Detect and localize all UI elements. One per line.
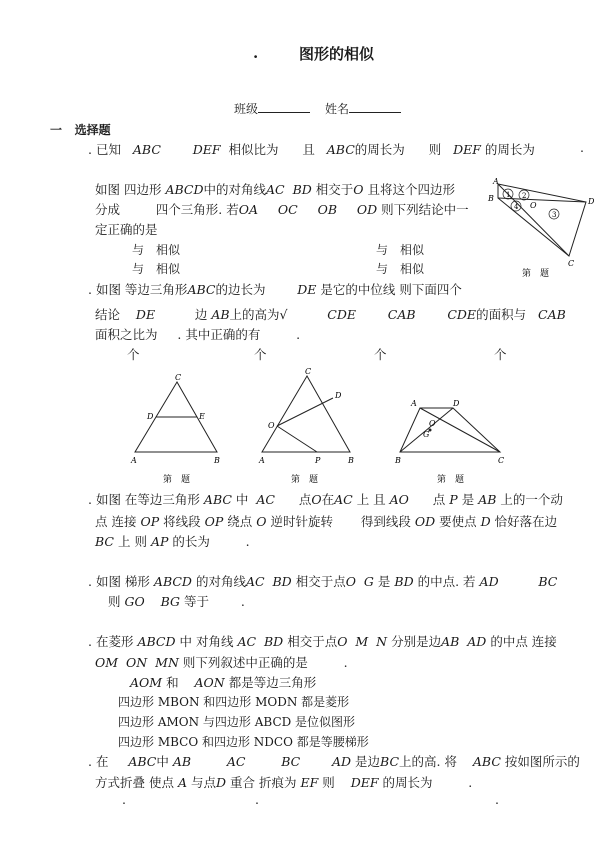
q7-text: 重合 折痕为 <box>230 775 297 790</box>
q1-math: DEF <box>453 142 481 157</box>
q4-text: 得到线段 <box>360 514 411 529</box>
svg-text:B: B <box>348 456 354 465</box>
q7-math: AB <box>172 754 192 769</box>
class-field <box>234 100 310 117</box>
q3-text: . 其中正确的有 <box>177 327 261 342</box>
q5-math: BG <box>160 594 181 609</box>
q6-math: N <box>376 634 388 649</box>
q1-text: 的周长为 <box>354 142 405 157</box>
q3-math: √ <box>279 307 288 322</box>
q2-math: ABCD <box>165 182 204 197</box>
svg-text:O: O <box>429 419 436 428</box>
q4-text: 在 <box>321 492 335 507</box>
q4-text: 点 <box>432 492 446 507</box>
q5-text: 等于 <box>184 594 210 609</box>
q5-text: 如图 梯形 <box>95 574 150 589</box>
svg-text:C: C <box>568 259 575 268</box>
q7-text: 在 <box>95 754 109 769</box>
q1-text: 的周长为 <box>484 142 535 157</box>
q6-math: AON <box>194 675 225 690</box>
q6-math: BD <box>263 634 284 649</box>
q6-text: 和 <box>166 675 179 690</box>
q3-text: 的面积与 <box>476 307 527 322</box>
svg-text:C: C <box>305 368 312 376</box>
q5-text: 的对角线 <box>195 574 246 589</box>
q5-line2 <box>108 592 245 610</box>
q2-option-a: 与 相似 <box>132 243 181 257</box>
svg-text:3: 3 <box>552 211 557 219</box>
q4-math: P <box>449 492 458 507</box>
q2-text: 如图 四边形 <box>95 182 162 197</box>
title-number-dot: . <box>253 44 259 62</box>
page-title: 图形的相似 <box>299 45 375 63</box>
q3-text: 边 <box>194 307 208 322</box>
q2-quadrilateral-figure <box>486 176 598 286</box>
q3-option-b: 个 <box>254 347 267 362</box>
figures-row <box>125 368 520 488</box>
q6-math: M <box>355 634 369 649</box>
q2-text: 且将这个四边形 <box>367 182 456 197</box>
q4-text: 如图 在等边三角形 <box>95 492 200 507</box>
q5-math: AC <box>245 574 265 589</box>
svg-text:2: 2 <box>522 192 527 200</box>
q2-line1 <box>95 180 455 198</box>
q6-text: 则下列叙述中正确的是 <box>182 655 308 670</box>
q4-text: 恰好落在边 <box>494 514 558 529</box>
q5-math: O <box>345 574 356 589</box>
q6-text: 在菱形 <box>95 634 134 649</box>
q4-math: ABC <box>203 492 232 507</box>
q2-text: 四个三角形. 若 <box>155 202 239 217</box>
q6-option-d: 四边形 MBCO 和四边形 NDCO 都是等腰梯形 <box>118 735 369 749</box>
svg-text:B: B <box>488 194 494 203</box>
svg-text:A: A <box>411 399 417 408</box>
q3-text: . <box>296 327 301 342</box>
svg-text:1: 1 <box>506 191 511 199</box>
q4-text: 是 <box>461 492 475 507</box>
q4-text: 上 则 <box>117 534 147 549</box>
q3-text: 上的高为 <box>229 307 280 322</box>
q6-math: AD <box>467 634 487 649</box>
fig2-caption: 第 题 <box>291 475 319 485</box>
q3-math: CDE <box>327 307 356 322</box>
q7-math: D <box>216 775 227 790</box>
section-number: 一 <box>50 123 63 137</box>
svg-text:O: O <box>268 421 275 430</box>
name-field <box>325 100 401 117</box>
q6-option-c: 四边形 AMON 与四边形 ABCD 是位似图形 <box>118 715 356 729</box>
q6-math: ON <box>126 655 148 670</box>
q3-line3 <box>95 325 300 343</box>
q5-math: BD <box>272 574 292 589</box>
svg-text:D: D <box>147 412 154 421</box>
q2-option-b: 与 相似 <box>376 243 425 257</box>
q5-text: 相交于点 <box>295 574 346 589</box>
q4-text: 上 且 <box>356 492 386 507</box>
q3-math: AB <box>211 307 230 322</box>
svg-text:4: 4 <box>514 203 519 211</box>
q3-option-d: 个 <box>494 347 507 362</box>
q2-figure-caption: 第 题 <box>522 269 550 279</box>
q7-text: . <box>468 775 473 790</box>
q3-math: DE <box>135 307 156 322</box>
q7-math: A <box>177 775 187 790</box>
q6-text: 分别是边 <box>391 634 442 649</box>
q3-text: 的边长为 <box>215 282 266 297</box>
q1-line: . 已知 ABC DEF 相似比为 且 ABC的周长为 则 DEF 的周长为 <box>88 142 535 157</box>
q4-text: 点 连接 <box>95 514 137 529</box>
q7-text: 方式折叠 使点 <box>95 775 174 790</box>
q5-text: . <box>240 594 245 609</box>
q7-text: 是边 <box>355 754 381 769</box>
q5-math: G <box>363 574 374 589</box>
q4-text: 要使点 <box>439 514 477 529</box>
q6-math: ABCD <box>137 634 176 649</box>
q1-text: 且 <box>302 142 315 157</box>
q6-text: 都是等边三角形 <box>228 675 317 690</box>
q7-text: 与点 <box>190 775 216 790</box>
q6-line1: . 在菱形 ABCD 中 对角线 AC BD 相交于点O M N 分别是边AB AD 的中点 连接 <box>88 634 557 649</box>
q7-text: 中 <box>156 754 169 769</box>
q2-math: OC <box>277 202 298 217</box>
q7-option-b: . <box>255 792 259 807</box>
q7-math: DEF <box>350 775 379 790</box>
q3-option-c: 个 <box>374 347 387 362</box>
triangle-rotation-figure <box>262 376 350 452</box>
svg-text:O: O <box>530 201 537 210</box>
q1-math: DEF <box>192 142 221 157</box>
svg-text:C: C <box>175 373 182 382</box>
q7-math: ABC <box>128 754 157 769</box>
q4-text: 上的一个动 <box>500 492 563 507</box>
q3-text: 如图 等边三角形 <box>95 282 188 297</box>
q1-text: 相似比为 <box>228 142 279 157</box>
q7-math: EF <box>300 775 319 790</box>
q4-text: 逆时针旋转 <box>270 514 334 529</box>
q4-text: 绕点 <box>227 514 253 529</box>
q4-math: AC <box>256 492 275 507</box>
q6-option-a <box>130 673 316 691</box>
q4-math: AB <box>478 492 497 507</box>
q4-math: OP <box>204 514 224 529</box>
q4-text: 点 <box>298 492 312 507</box>
q4-math: OD <box>414 514 436 529</box>
q6-math: OM <box>95 655 119 670</box>
q5-text: 的中点. 若 <box>417 574 476 589</box>
q7-option-c: . <box>495 792 499 807</box>
q6-math: AB <box>441 634 460 649</box>
q6-text: 相交于点 <box>287 634 338 649</box>
q1-math: ABC <box>132 142 161 157</box>
q4-math: D <box>480 514 491 529</box>
q4-math: AO <box>389 492 409 507</box>
svg-text:P: P <box>315 456 321 465</box>
q4-text: 中 <box>235 492 249 507</box>
svg-text:A: A <box>493 177 499 186</box>
fig1-caption: 第 题 <box>163 475 191 485</box>
q7-math: AD <box>331 754 352 769</box>
q2-math: BD <box>292 182 312 197</box>
q2-line2 <box>95 200 469 218</box>
q5-math: BC <box>538 574 558 589</box>
q5-line1: . 如图 梯形 ABCD 的对角线AC BD 相交于点O G 是 BD 的中点. 若 AD BC <box>88 574 558 589</box>
q6-math: AOM <box>130 675 163 690</box>
q3-math: DE <box>297 282 317 297</box>
q3-line2 <box>95 305 566 323</box>
svg-text:B: B <box>214 456 220 465</box>
svg-text:E: E <box>199 412 205 421</box>
q7-math: AC <box>226 754 246 769</box>
q6-text: 中 对角线 <box>179 634 234 649</box>
q6-math: AC <box>237 634 257 649</box>
trapezoid-abcd <box>400 408 500 452</box>
q5-math: GO <box>124 594 145 609</box>
q4-text: 的长为 <box>172 534 210 549</box>
q3-math: CAB <box>538 307 566 322</box>
q4-line1: . 如图 在等边三角形 ABC 中 AC 点O在AC 上 且 AO 点 P 是 AB 上的一个动 <box>88 492 563 507</box>
q3-text: 是它的中位线 则下面四个 <box>320 282 462 297</box>
q1-text: 则 <box>428 142 442 157</box>
q4-math: OP <box>140 514 160 529</box>
svg-text:D: D <box>588 197 595 206</box>
q2-math: AC <box>266 182 285 197</box>
q4-math: AC <box>334 492 353 507</box>
q2-option-d: 与 相似 <box>376 262 425 276</box>
q3-text: 面积之比为 <box>95 327 158 342</box>
q3-math: ABC <box>187 282 216 297</box>
q7-math: ABC <box>472 754 501 769</box>
q7-line1: . 在 ABC中 AB AC BC AD 是边BC上的高. 将 ABC 按如图所示的 <box>88 754 580 769</box>
q2-line3: 定正确的是 <box>95 222 158 237</box>
q5-text: 是 <box>377 574 391 589</box>
svg-text:A: A <box>131 456 137 465</box>
q4-line3 <box>95 532 250 550</box>
q4-math: O <box>311 492 322 507</box>
name-blank <box>349 100 401 113</box>
q7-line2 <box>95 773 472 791</box>
q2-math: OA <box>238 202 259 217</box>
q3-option-a: 个 <box>127 347 140 362</box>
q1-math: ABC <box>326 142 355 157</box>
q2-option-c: 与 相似 <box>132 262 181 276</box>
q2-math: O <box>353 182 364 197</box>
section-heading <box>50 121 111 138</box>
q4-math: BC <box>95 534 114 549</box>
q5-text: 则 <box>108 594 121 609</box>
q2-text: 分成 <box>95 202 121 217</box>
name-label: 姓名 <box>325 102 350 116</box>
q3-text: 结论 <box>95 307 121 322</box>
svg-text:D: D <box>453 399 460 408</box>
q7-math: BC <box>380 754 400 769</box>
q5-math: AD <box>479 574 499 589</box>
q6-line2 <box>95 653 348 671</box>
q6-math: O <box>337 634 348 649</box>
q7-math: BC <box>281 754 301 769</box>
q6-math: MN <box>155 655 179 670</box>
svg-text:C: C <box>498 456 505 465</box>
q5-math: ABCD <box>153 574 192 589</box>
q2-text: 中的对角线 <box>203 182 267 197</box>
q3-math: CDE <box>447 307 477 322</box>
svg-text:G: G <box>423 430 430 439</box>
q3-math: CAB <box>387 307 416 322</box>
fig3-caption: 第 题 <box>437 475 465 485</box>
q7-option-a: . <box>122 792 126 807</box>
q5-math: BD <box>394 574 414 589</box>
q4-text: 将线段 <box>163 514 201 529</box>
q4-math: AP <box>150 534 169 549</box>
q1-text: 已知 <box>95 142 121 157</box>
q6-text: 的中点 连接 <box>490 634 557 649</box>
q2-math: OB <box>317 202 338 217</box>
svg-text:A: A <box>259 456 265 465</box>
q1-end: . <box>580 140 584 155</box>
q4-math: O <box>256 514 267 529</box>
section-label: 选择题 <box>74 123 111 137</box>
class-blank <box>258 100 310 113</box>
q4-line2 <box>95 512 557 530</box>
class-label: 班级 <box>234 102 259 116</box>
q2-math: OD <box>356 202 378 217</box>
q3-line1: . 如图 等边三角形ABC的边长为 DE 是它的中位线 则下面四个 <box>88 282 462 297</box>
q7-text: 则 <box>322 775 335 790</box>
q6-option-b: 四边形 MBON 和四边形 MODN 都是菱形 <box>118 695 350 709</box>
svg-text:B: B <box>395 456 401 465</box>
q4-text: . <box>245 534 250 549</box>
q7-text: 按如图所示的 <box>504 754 580 769</box>
q6-text: . <box>343 655 348 670</box>
q2-text: 相交于 <box>315 182 354 197</box>
svg-text:D: D <box>335 391 342 400</box>
q7-text: 上的高. 将 <box>399 754 457 769</box>
q2-text: 则下列结论中一 <box>381 202 469 217</box>
q7-text: 的周长为 <box>382 775 433 790</box>
